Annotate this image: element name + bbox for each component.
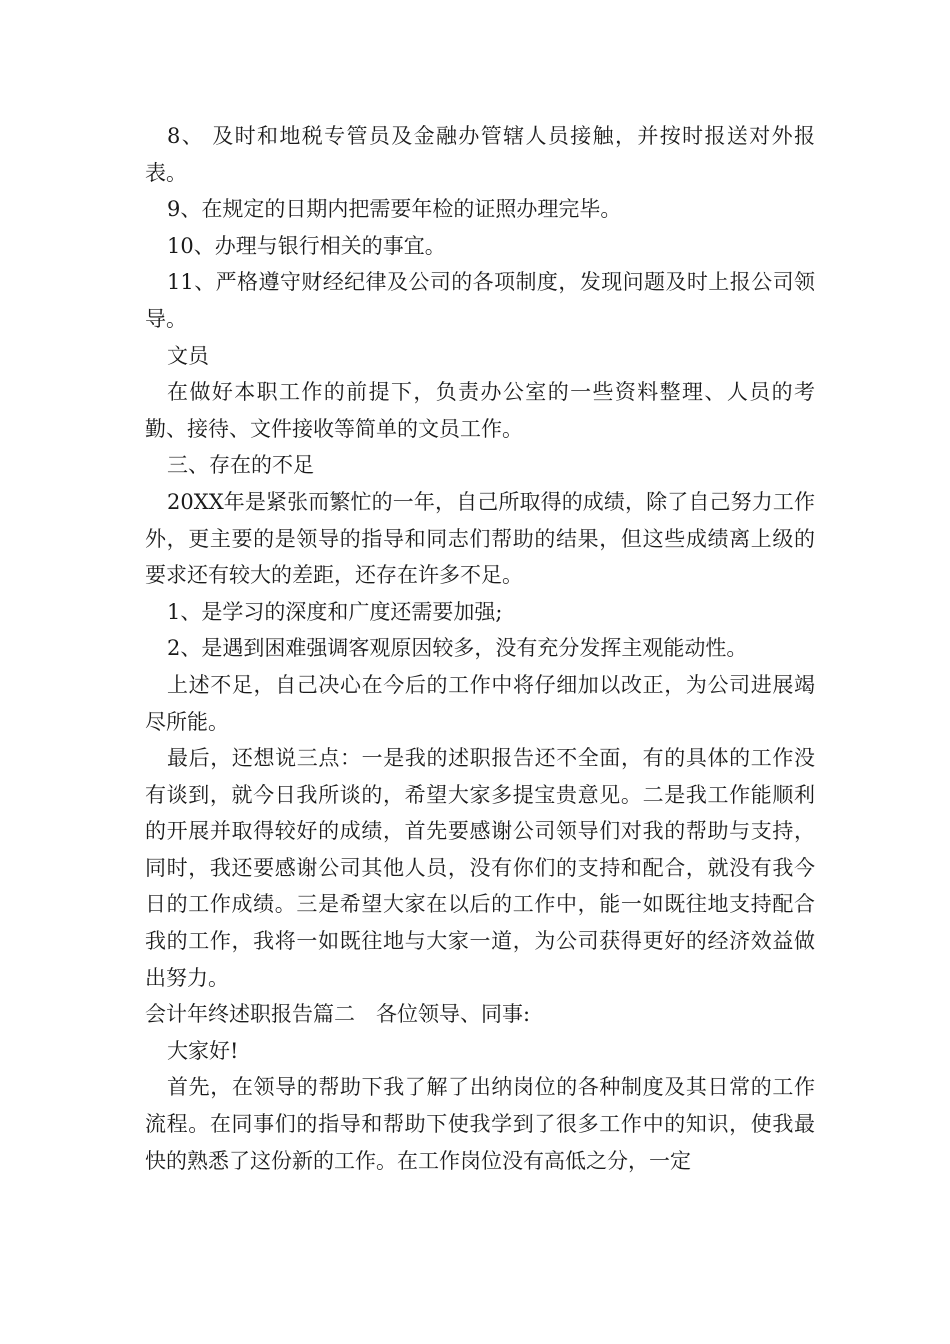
paragraph-closing: 最后，还想说三点：一是我的述职报告还不全面，有的具体的工作没有谈到，就今日我所谈的，希望大家多提宝贵意见。二是我工作能顺利的开展并取得较好的成绩，首先要感谢公司领导们对我的帮助与支持，同时，我还要感谢公司其他人员，没有你们的支持和配合，就没有我今日的工作成绩。三是希望大家在以后的工作中，能一如既往地支持配合我的工作，我将一如既往地与大家一道，为公司获得更好的经济效益做出努力。 xyxy=(145,746,815,990)
document-body xyxy=(145,118,815,1179)
paragraph-item-10: 10、办理与银行相关的事宜。 xyxy=(167,233,446,258)
paragraph-item-11: 11、严格遵守财经纪律及公司的各项制度，发现问题及时上报公司领导。 xyxy=(145,270,815,331)
section-heading-shortcomings: 三、存在的不足 xyxy=(167,453,315,478)
paragraph-item-9: 9、在规定的日期内把需要年检的证照办理完毕。 xyxy=(167,197,622,222)
paragraph-year-summary: 20XX年是紧张而繁忙的一年，自己所取得的成绩，除了自己努力工作外，更主要的是领导的指导和同志们帮助的结果，但这些成绩离上级的要求还有较大的差距，还存在许多不足。 xyxy=(145,489,815,588)
section-heading-clerk: 文员 xyxy=(167,343,210,368)
paragraph-clerk-duties: 在做好本职工作的前提下，负责办公室的一些资料整理、人员的考勤、接待、文件接收等简单的文员工作。 xyxy=(145,380,815,441)
paragraph-shortcoming-2: 2、是遇到困难强调客观原因较多，没有充分发挥主观能动性。 xyxy=(167,636,748,661)
paragraph-greeting: 大家好! xyxy=(167,1038,239,1063)
paragraph-item-8: 8、 及时和地税专管员及金融办管辖人员接触，并按时报送对外报表。 xyxy=(145,124,815,185)
paragraph-shortcoming-1: 1、是学习的深度和广度还需要加强; xyxy=(167,599,503,624)
paragraph-improvement: 上述不足，自己决心在今后的工作中将仔细加以改正，为公司进展竭尽所能。 xyxy=(145,672,815,734)
paragraph-intro: 首先，在领导的帮助下我了解了出纳岗位的各种制度及其日常的工作流程。在同事们的指导和帮助下使我学到了很多工作中的知识，使我最快的熟悉了这份新的工作。在工作岗位没有高低之分，一定 xyxy=(145,1075,815,1173)
report-two-title: 会计年终述职报告篇二 各位领导、同事: xyxy=(145,1002,531,1027)
